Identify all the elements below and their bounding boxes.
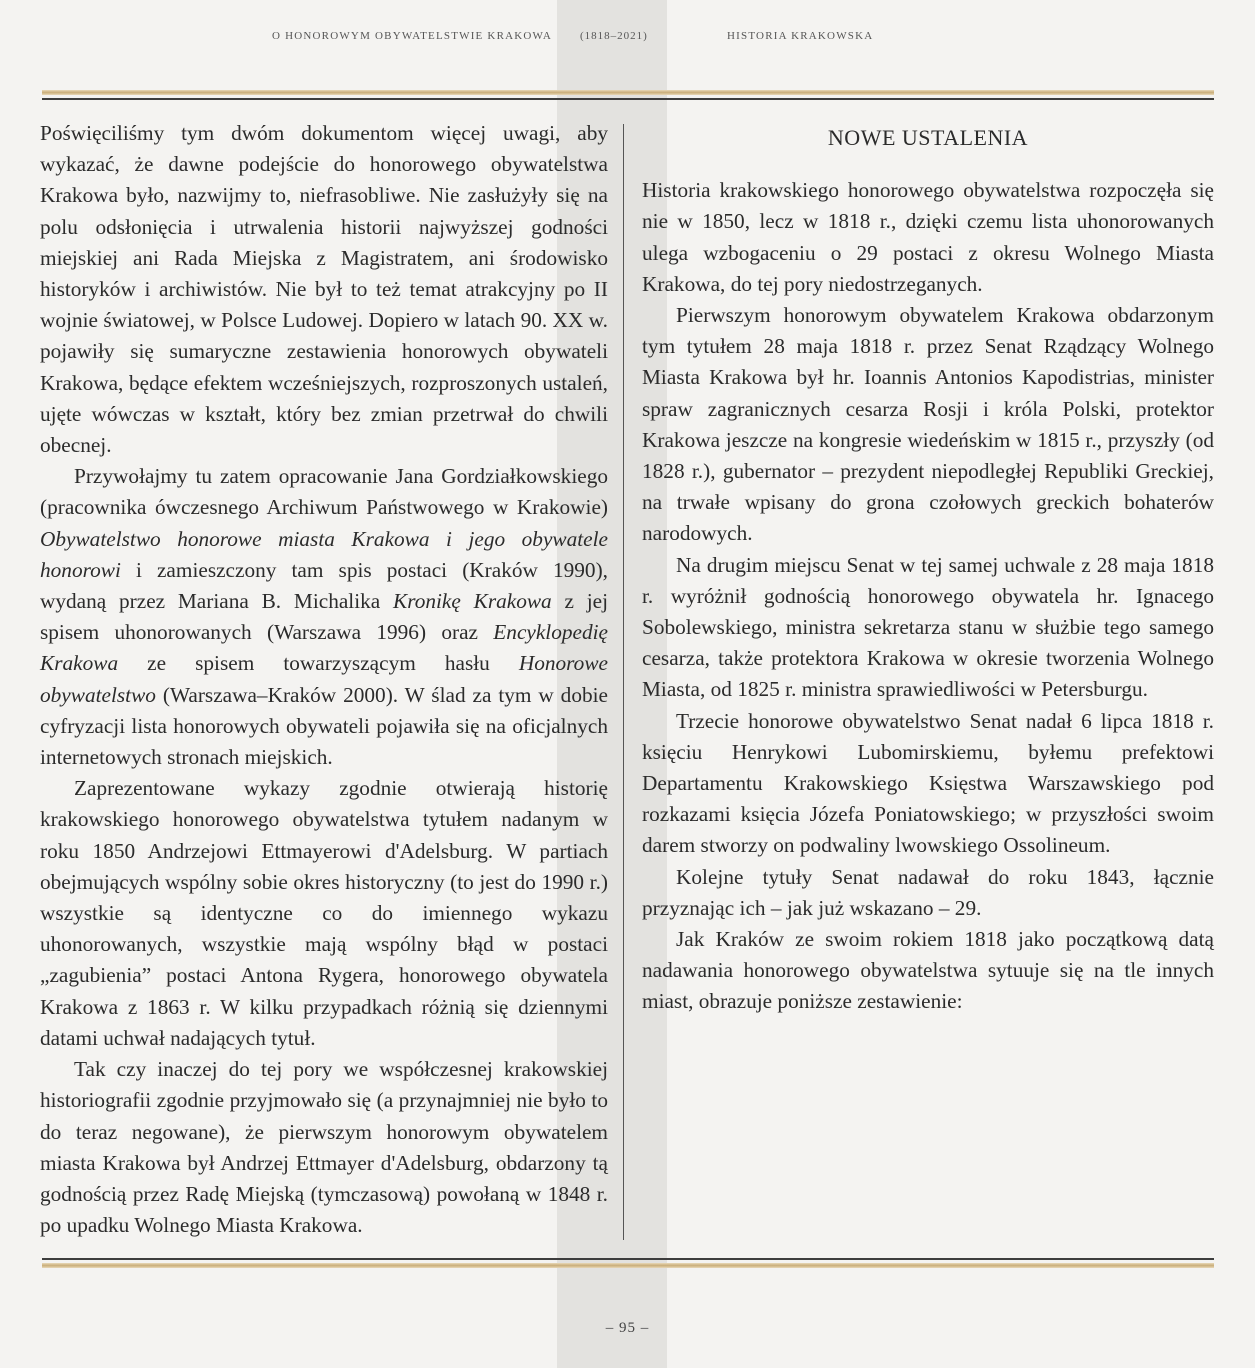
left-column <box>40 118 608 1241</box>
column-divider <box>623 124 624 1240</box>
right-paragraph-1: Historia krakowskiego honorowego obywatelstwa rozpoczęła się nie w 1850, lecz w 1818 r., dzięki czemu lista uhonorowanych ulega wzbogaceniu o 29 postaci z okresu Wolnego Miasta Krakowa, do tej pory niedostrzeganych. <box>642 178 1214 296</box>
top-ornamental-rule <box>42 90 1214 100</box>
running-head-center: (1818–2021) <box>580 30 648 42</box>
left-paragraph-1: Poświęciliśmy tym dwóm dokumentom więcej uwagi, aby wykazać, że dawne podejście do honorowego obywatelstwa Krakowa było, nazwijmy to, niefrasobliwe. Nie zasłużyły się na polu odsłonięcia i utrwalenia historii najwyższej godności miejskiej ani Rada Miejska z Magistratem, ani środowisko historyków i archiwistów. Nie był to też temat atrakcyjny po II wojnie światowej, w Polsce Ludowej. Dopiero w latach 90. XX w. pojawiły się sumaryczne zestawienia honorowych obywateli Krakowa, będące efektem wcześniejszych, rozproszonych ustaleń, ujęte wówczas w kształt, który bez zmian przetrwał do chwili obecnej. <box>40 121 608 458</box>
left-paragraph-2: Przywołajmy tu zatem opracowanie Jana Gordziałkowskiego (pracownika ówczesnego Archiwum Państwowego w Krakowie) Obywatelstwo honorowe miasta Krakowa i jego obywatele honorowi i zamieszczony tam spis postaci (Kraków 1990), wydaną przez Mariana B. Michalika Kronikę Krakowa z jej spisem uhonorowanych (Warszawa 1996) oraz Encyklopedię Krakowa ze spisem towarzyszącym hasłu Honorowe obywatelstwo (Warszawa–Kraków 2000). W ślad za tym w dobie cyfryzacji lista honorowych obywateli pojawiła się na oficjalnych internetowych stronach miejskich. <box>40 464 609 770</box>
bottom-ornamental-rule <box>42 1258 1214 1268</box>
left-paragraph-4: Tak czy inaczej do tej pory we współczesnej krakowskiej historiografii zgodnie przyjmowało się (a przynajmniej nie było to do teraz negowane), że pierwszym honorowym obywatelem miasta Krakowa był Andrzej Ettmayer d'Adelsburg, obdarzony tą godnością przez Radę Miejską (tymczasową) powołaną w 1848 r. po upadku Wolnego Miasta Krakowa. <box>40 1057 608 1238</box>
running-head <box>0 30 1255 50</box>
right-paragraph-5: Kolejne tytuły Senat nadawał do roku 1843, łącznie przyznając ich – jak już wskazano – 29. <box>642 864 1214 920</box>
right-column <box>642 118 1214 1018</box>
section-title: NOWE USTALENIA <box>827 125 1029 150</box>
left-paragraph-3: Zaprezentowane wykazy zgodnie otwierają historię krakowskiego honorowego obywatelstwa tytułem nadanym w roku 1850 Andrzejowi Ettmayerowi d'Adelsburg. W partiach obejmujących wspólny sobie okres historyczny (to jest do 1990 r.) wszystkie są identyczne co do imiennego wykazu uhonorowanych, wszystkie mają wspólny błąd w postaci „zagubienia” postaci Antona Rygera, honorowego obywatela Krakowa z 1863 r. W kilku przypadkach różnią się dziennymi datami uchwał nadających tytuł. <box>40 776 608 1050</box>
right-paragraph-6: Jak Kraków ze swoim rokiem 1818 jako początkową datą nadawania honorowego obywatelstwa sytuuje się na tle innych miast, obrazuje poniższe zestawienie: <box>642 927 1214 1014</box>
running-head-left: O HONOROWYM OBYWATELSTWIE KRAKOWA <box>272 30 553 42</box>
right-paragraph-2: Pierwszym honorowym obywatelem Krakowa obdarzonym tym tytułem 28 maja 1818 r. przez Senat Rządzący Wolnego Miasta Krakowa był hr. Ioannis Antonios Kapodistrias, minister spraw zagranicznych cesarza Rosji i króla Polski, protektor Krakowa jeszcze na kongresie wiedeńskim w 1815 r., przyszły (od 1828 r.), gubernator – prezydent niepodległej Republiki Greckiej, na trwałe wpisany do grona czołowych greckich bohaterów narodowych. <box>642 303 1214 546</box>
running-head-right: HISTORIA KRAKOWSKA <box>727 30 874 42</box>
right-paragraph-3: Na drugim miejscu Senat w tej samej uchwale z 28 maja 1818 r. wyróżnił godnością honorowego obywatela hr. Ignacego Sobolewskiego, ministra sekretarza stanu w służbie tego samego cesarza, także protektora Krakowa w okresie tworzenia Wolnego Miasta, od 1825 r. ministra sprawiedliwości w Petersburgu. <box>642 552 1214 702</box>
page-number: – 95 – <box>605 1320 650 1336</box>
right-paragraph-4: Trzecie honorowe obywatelstwo Senat nadał 6 lipca 1818 r. księciu Henrykowi Lubomirskiemu, byłemu prefektowi Departamentu Krakowskiego Księstwa Warszawskiego pod rozkazami księcia Józefa Poniatowskiego; w przyszłości swoim darem stworzy on podwaliny lwowskiego Ossolineum. <box>642 708 1214 858</box>
